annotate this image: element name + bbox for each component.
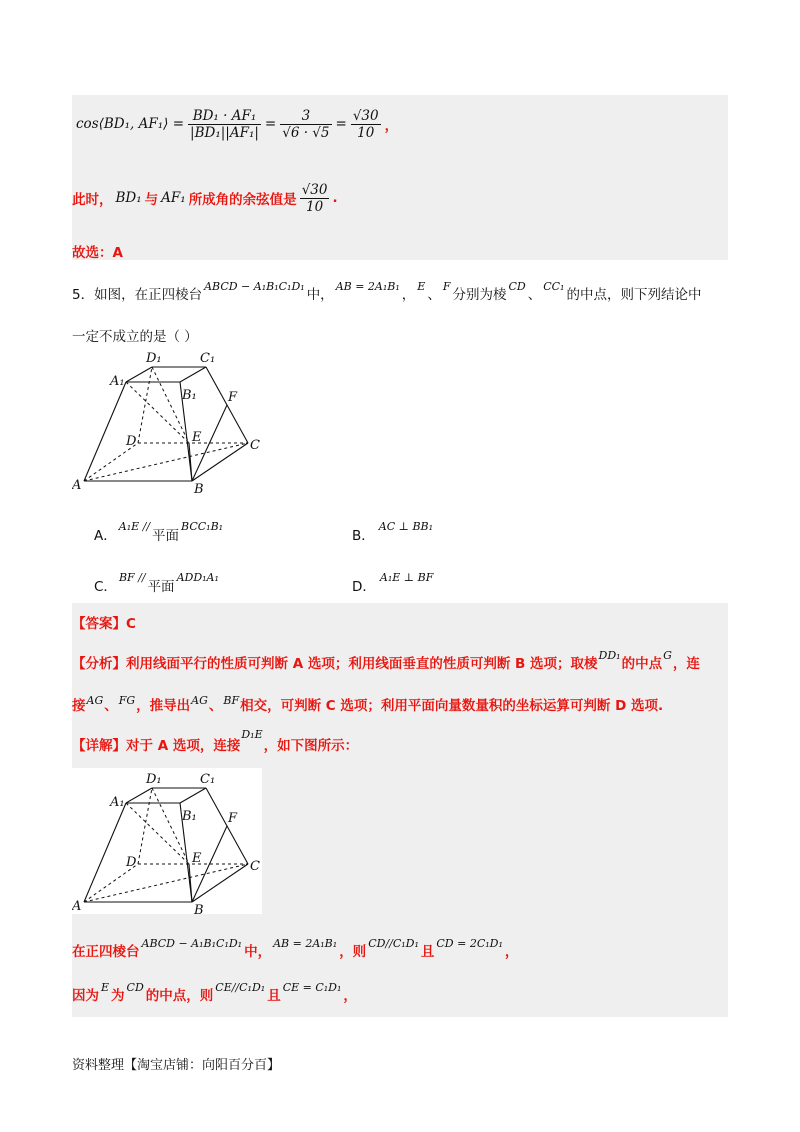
cos-lhs: cos⟨BD₁, AF₁⟩ = — [76, 116, 185, 132]
hidden-edge — [138, 788, 152, 864]
cosine-value-fraction: $\frac{√30}{10}$ — [301, 181, 328, 215]
label-f: F — [228, 390, 238, 405]
label-d: D — [126, 855, 137, 870]
label-b: B — [194, 482, 204, 495]
hidden-edge — [84, 864, 248, 902]
hidden-edge — [152, 367, 189, 443]
label-c1: C₁ — [200, 772, 216, 787]
cosine-result-line: 此时， BD₁ 与 AF₁ 所成角的余弦值是 $\frac{√30}{10}$ . — [72, 181, 338, 215]
cos-formula-line: cos⟨BD₁, AF₁⟩ = $\frac{\text{BD₁ · AF₁}}{\text{|BD₁||AF₁|}}$ = $\frac{3}{√6 \cdot √5}$ = $\frac{√30}{10}$ ， — [76, 107, 399, 141]
hidden-edge — [138, 367, 152, 443]
edge — [126, 788, 152, 803]
label-c: C — [250, 438, 260, 453]
edge — [180, 367, 206, 382]
select-answer-a: 故选：A — [72, 245, 123, 261]
analysis-line-2: 接 AG 、 FG ，推导出 AG 、 BF 相交，可判断 C 选项；利用平面向量数量积的坐标运算可判断 D 选项. — [72, 693, 664, 714]
hidden-edge — [84, 443, 248, 481]
label-c: C — [250, 859, 260, 874]
analysis-line-1: 【分析】利用线面平行的性质可判断 A 选项；利用线面垂直的性质可判断 B 选项；取棱 DD₁ 的中点 G ，连 — [72, 648, 700, 672]
label-b: B — [194, 903, 204, 916]
answer-line: 【答案】C — [72, 616, 136, 632]
edge — [126, 367, 152, 382]
proof-line-2: 因为 E 为 CD 的中点，则 CE//C₁D₁ 且 CE = C₁D₁ ， — [72, 980, 357, 1004]
question-5-line-1: 5．如图，在正四棱台 ABCD − A₁B₁C₁D₁ 中， AB = 2A₁B₁ ， E 、 F 分别为棱 CD 、 CC₁ 的中点，则下列结论中 — [72, 279, 702, 303]
label-e: E — [192, 430, 202, 445]
question-5-line-2: 一定不成立的是（ ） — [72, 329, 198, 345]
label-e: E — [192, 851, 202, 866]
label-b1: B₁ — [182, 809, 197, 824]
label-f: F — [228, 811, 238, 826]
fraction-2: $\frac{3}{√6 \cdot √5}$ — [282, 107, 330, 141]
label-a1: A₁ — [110, 795, 125, 810]
option-d[interactable]: D． A₁E ⊥ BF — [352, 570, 434, 595]
label-a1: A₁ — [110, 374, 125, 389]
edge — [180, 788, 206, 803]
frustum-figure-1 — [72, 345, 272, 495]
option-b[interactable]: B． AC ⊥ BB₁ — [352, 519, 434, 544]
page-footer: 资料整理【淘宝店铺：向阳百分百】 — [72, 1058, 281, 1073]
label-d: D — [126, 434, 137, 449]
label-d1: D₁ — [146, 772, 162, 787]
option-a[interactable]: A． A₁E // 平面 BCC₁B₁ — [94, 519, 224, 544]
proof-line-1: 在正四棱台 ABCD − A₁B₁C₁D₁ 中， AB = 2A₁B₁ ，则 CD//C₁D₁ 且 CD = 2C₁D₁ ， — [72, 936, 519, 960]
label-c1: C₁ — [200, 351, 216, 366]
detail-line: 【详解】对于 A 选项，连接 D₁E ，如下图所示： — [72, 727, 359, 754]
frustum-figure-2 — [72, 766, 272, 916]
fraction-3: $\frac{√30}{10}$ — [352, 107, 379, 141]
label-a: A — [72, 899, 82, 914]
option-c[interactable]: C． BF // 平面 ADD₁A₁ — [94, 570, 219, 595]
label-b1: B₁ — [182, 388, 197, 403]
hidden-edge — [152, 788, 189, 864]
label-a: A — [72, 478, 82, 493]
label-d1: D₁ — [146, 351, 162, 366]
cos-fraction: $\frac{\text{BD₁ · AF₁}}{\text{|BD₁||AF₁|}}$ — [190, 107, 259, 141]
